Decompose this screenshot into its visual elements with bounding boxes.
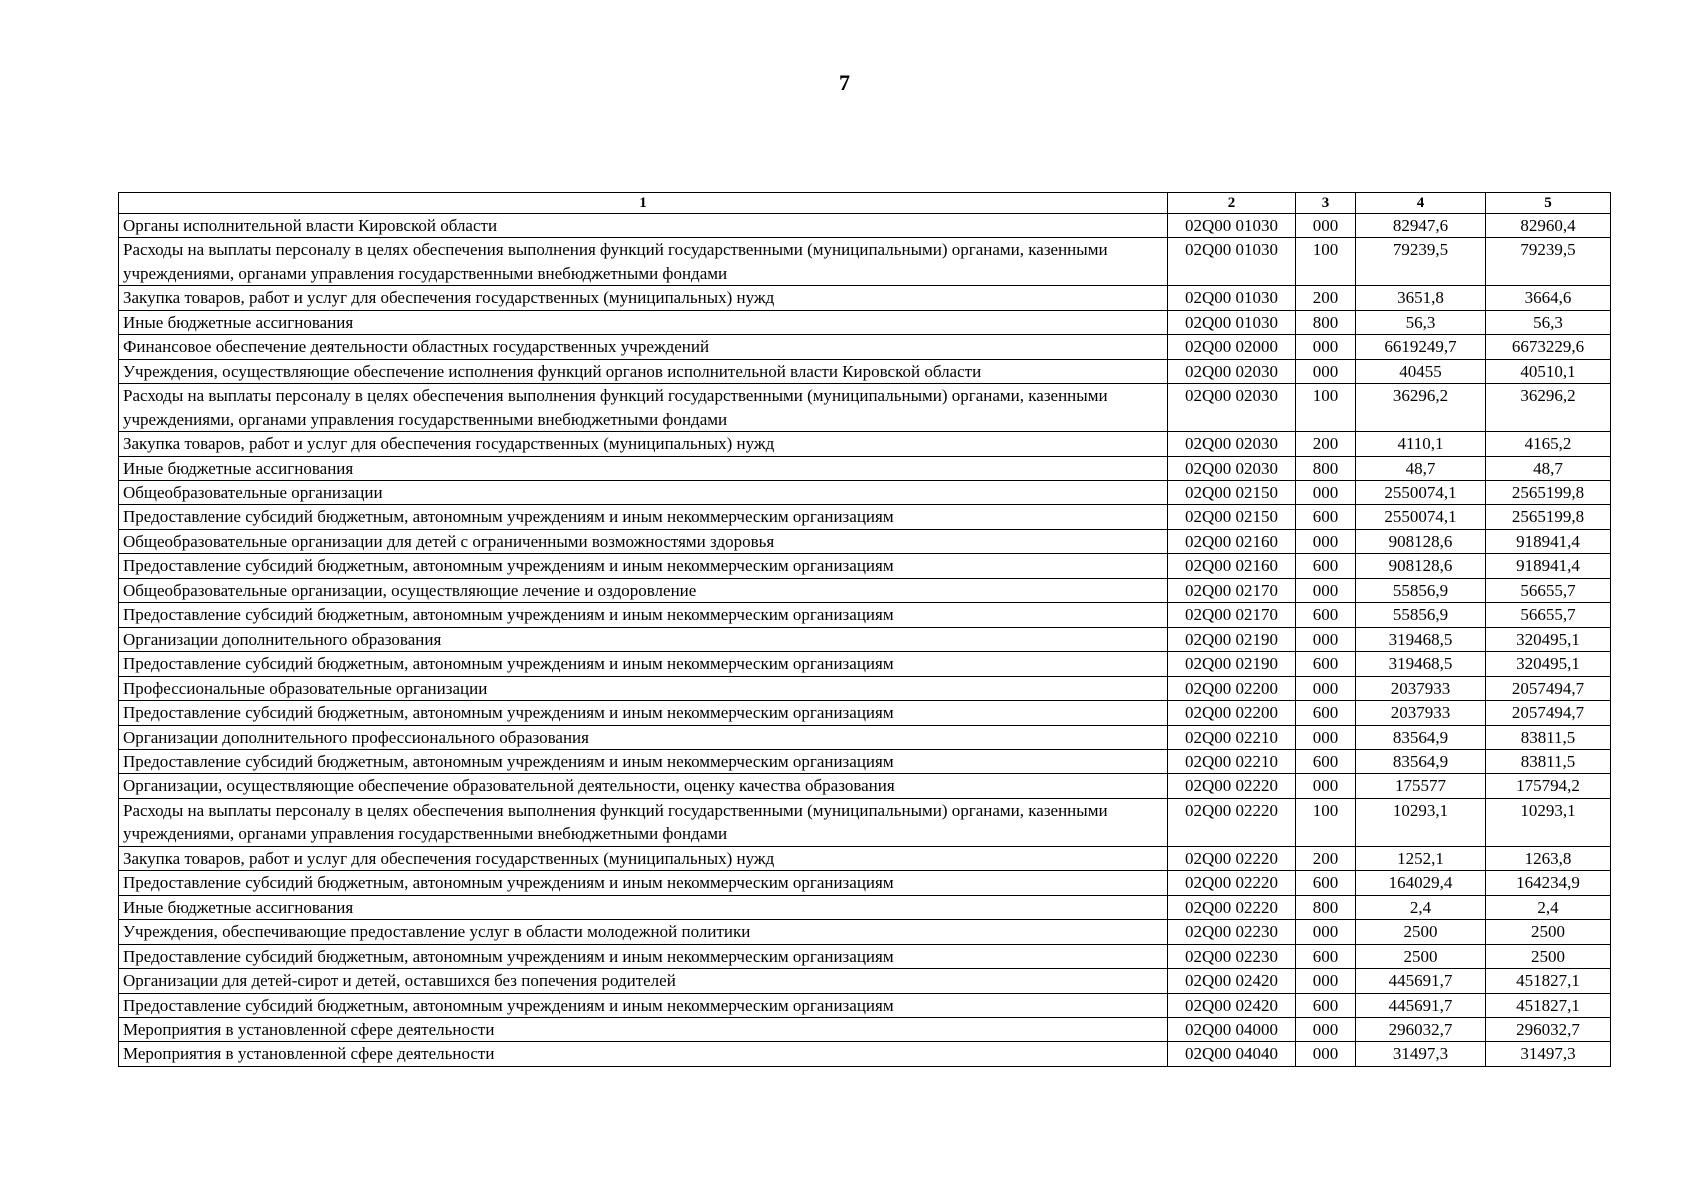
table-body [119,214,1611,1067]
table-row [119,676,1611,700]
cell-target-code: 02Q00 02160 [1168,529,1296,553]
cell-amount-col5: 2500 [1486,944,1611,968]
cell-amount-col4: 10293,1 [1356,798,1486,846]
cell-name: Мероприятия в установленной сфере деятельности [119,1042,1168,1066]
cell-amount-col4: 55856,9 [1356,578,1486,602]
cell-amount-col4: 2500 [1356,920,1486,944]
cell-target-code: 02Q00 02030 [1168,432,1296,456]
cell-amount-col5: 2565199,8 [1486,505,1611,529]
table-row [119,1042,1611,1066]
cell-name: Расходы на выплаты персоналу в целях обеспечения выполнения функций государственными (муниципальными) органами, казенными учреждениями, органами управления государственными внебюджетными фондами [119,238,1168,286]
cell-amount-col5: 56,3 [1486,310,1611,334]
cell-name: Организации, осуществляющие обеспечение образовательной деятельности, оценку качества образования [119,774,1168,798]
cell-name: Закупка товаров, работ и услуг для обеспечения государственных (муниципальных) нужд [119,432,1168,456]
cell-amount-col4: 31497,3 [1356,1042,1486,1066]
table-row [119,529,1611,553]
cell-amount-col5: 56655,7 [1486,578,1611,602]
cell-name: Общеобразовательные организации, осуществляющие лечение и оздоровление [119,578,1168,602]
cell-amount-col5: 82960,4 [1486,214,1611,238]
cell-expense-type: 000 [1296,676,1356,700]
cell-expense-type: 000 [1296,335,1356,359]
cell-name: Предоставление субсидий бюджетным, автономным учреждениям и иным некоммерческим организациям [119,505,1168,529]
cell-target-code: 02Q00 02190 [1168,652,1296,676]
cell-amount-col4: 83564,9 [1356,749,1486,773]
cell-name: Финансовое обеспечение деятельности областных государственных учреждений [119,335,1168,359]
cell-expense-type: 000 [1296,1017,1356,1041]
cell-amount-col4: 164029,4 [1356,871,1486,895]
cell-amount-col5: 918941,4 [1486,529,1611,553]
table-row [119,749,1611,773]
cell-amount-col4: 40455 [1356,359,1486,383]
table-row [119,554,1611,578]
cell-amount-col5: 320495,1 [1486,652,1611,676]
cell-target-code: 02Q00 02030 [1168,384,1296,432]
cell-amount-col5: 40510,1 [1486,359,1611,383]
cell-expense-type: 000 [1296,725,1356,749]
cell-name: Расходы на выплаты персоналу в целях обеспечения выполнения функций государственными (муниципальными) органами, казенными учреждениями, органами управления государственными внебюджетными фондами [119,384,1168,432]
cell-name: Организации для детей-сирот и детей, оставшихся без попечения родителей [119,969,1168,993]
header-row [119,193,1611,214]
cell-amount-col4: 296032,7 [1356,1017,1486,1041]
cell-target-code: 02Q00 02030 [1168,456,1296,480]
cell-amount-col4: 2,4 [1356,895,1486,919]
cell-amount-col4: 79239,5 [1356,238,1486,286]
cell-amount-col5: 2057494,7 [1486,676,1611,700]
table-row [119,578,1611,602]
page-number: 7 [839,70,850,95]
table-row [119,286,1611,310]
cell-amount-col4: 3651,8 [1356,286,1486,310]
cell-amount-col4: 2550074,1 [1356,505,1486,529]
cell-expense-type: 000 [1296,774,1356,798]
cell-target-code: 02Q00 02000 [1168,335,1296,359]
cell-amount-col4: 6619249,7 [1356,335,1486,359]
cell-amount-col4: 82947,6 [1356,214,1486,238]
table-row [119,603,1611,627]
cell-amount-col5: 164234,9 [1486,871,1611,895]
table-row [119,627,1611,651]
cell-amount-col4: 2500 [1356,944,1486,968]
cell-expense-type: 600 [1296,554,1356,578]
cell-target-code: 02Q00 02170 [1168,603,1296,627]
table-row [119,652,1611,676]
cell-amount-col4: 908128,6 [1356,529,1486,553]
cell-amount-col4: 319468,5 [1356,652,1486,676]
cell-amount-col4: 908128,6 [1356,554,1486,578]
table-header [119,193,1611,214]
cell-expense-type: 200 [1296,846,1356,870]
cell-target-code: 02Q00 02030 [1168,359,1296,383]
cell-expense-type: 600 [1296,603,1356,627]
cell-amount-col5: 83811,5 [1486,725,1611,749]
cell-amount-col4: 319468,5 [1356,627,1486,651]
cell-target-code: 02Q00 02420 [1168,969,1296,993]
cell-name: Органы исполнительной власти Кировской области [119,214,1168,238]
cell-expense-type: 800 [1296,310,1356,334]
cell-name: Учреждения, обеспечивающие предоставление услуг в области молодежной политики [119,920,1168,944]
cell-amount-col5: 296032,7 [1486,1017,1611,1041]
table-row [119,993,1611,1017]
cell-amount-col5: 10293,1 [1486,798,1611,846]
cell-target-code: 02Q00 01030 [1168,214,1296,238]
cell-name: Расходы на выплаты персоналу в целях обеспечения выполнения функций государственными (муниципальными) органами, казенными учреждениями, органами управления государственными внебюджетными фондами [119,798,1168,846]
cell-expense-type: 000 [1296,214,1356,238]
cell-amount-col4: 1252,1 [1356,846,1486,870]
table-row [119,456,1611,480]
cell-target-code: 02Q00 02230 [1168,920,1296,944]
budget-table [118,192,1611,1067]
cell-name: Предоставление субсидий бюджетным, автономным учреждениям и иным некоммерческим организациям [119,701,1168,725]
cell-amount-col5: 451827,1 [1486,969,1611,993]
cell-expense-type: 600 [1296,871,1356,895]
table-row [119,846,1611,870]
cell-amount-col4: 55856,9 [1356,603,1486,627]
cell-amount-col4: 48,7 [1356,456,1486,480]
cell-target-code: 02Q00 02230 [1168,944,1296,968]
cell-expense-type: 000 [1296,578,1356,602]
cell-amount-col4: 83564,9 [1356,725,1486,749]
cell-expense-type: 100 [1296,238,1356,286]
cell-target-code: 02Q00 02220 [1168,846,1296,870]
header-col-1: 1 [119,193,1168,214]
cell-amount-col4: 445691,7 [1356,969,1486,993]
cell-name: Иные бюджетные ассигнования [119,456,1168,480]
cell-expense-type: 600 [1296,749,1356,773]
cell-amount-col5: 48,7 [1486,456,1611,480]
cell-target-code: 02Q00 04040 [1168,1042,1296,1066]
table-row [119,505,1611,529]
cell-target-code: 02Q00 02220 [1168,895,1296,919]
cell-expense-type: 000 [1296,627,1356,651]
cell-name: Профессиональные образовательные организации [119,676,1168,700]
table-row [119,384,1611,432]
cell-name: Иные бюджетные ассигнования [119,895,1168,919]
cell-expense-type: 000 [1296,1042,1356,1066]
cell-amount-col5: 451827,1 [1486,993,1611,1017]
cell-expense-type: 600 [1296,701,1356,725]
cell-amount-col5: 31497,3 [1486,1042,1611,1066]
cell-amount-col4: 2037933 [1356,701,1486,725]
cell-name: Закупка товаров, работ и услуг для обеспечения государственных (муниципальных) нужд [119,286,1168,310]
cell-target-code: 02Q00 02220 [1168,774,1296,798]
cell-amount-col4: 4110,1 [1356,432,1486,456]
cell-amount-col5: 79239,5 [1486,238,1611,286]
cell-name: Организации дополнительного профессионального образования [119,725,1168,749]
cell-expense-type: 600 [1296,652,1356,676]
table-row [119,944,1611,968]
cell-expense-type: 000 [1296,359,1356,383]
cell-name: Предоставление субсидий бюджетным, автономным учреждениям и иным некоммерческим организациям [119,993,1168,1017]
table-row [119,725,1611,749]
cell-expense-type: 200 [1296,286,1356,310]
table-row [119,871,1611,895]
cell-expense-type: 200 [1296,432,1356,456]
cell-amount-col5: 320495,1 [1486,627,1611,651]
table-row [119,432,1611,456]
table-row [119,895,1611,919]
cell-target-code: 02Q00 02210 [1168,725,1296,749]
cell-name: Общеобразовательные организации для детей с ограниченными возможностями здоровья [119,529,1168,553]
cell-expense-type: 800 [1296,456,1356,480]
cell-target-code: 02Q00 01030 [1168,310,1296,334]
header-col-4: 4 [1356,193,1486,214]
header-col-3: 3 [1296,193,1356,214]
cell-expense-type: 100 [1296,384,1356,432]
cell-name: Общеобразовательные организации [119,480,1168,504]
cell-name: Предоставление субсидий бюджетным, автономным учреждениям и иным некоммерческим организациям [119,603,1168,627]
table-row [119,774,1611,798]
cell-amount-col5: 2565199,8 [1486,480,1611,504]
cell-target-code: 02Q00 02210 [1168,749,1296,773]
cell-expense-type: 000 [1296,480,1356,504]
cell-expense-type: 000 [1296,529,1356,553]
cell-expense-type: 600 [1296,993,1356,1017]
cell-name: Организации дополнительного образования [119,627,1168,651]
cell-amount-col5: 2057494,7 [1486,701,1611,725]
cell-target-code: 02Q00 02160 [1168,554,1296,578]
table-row [119,798,1611,846]
cell-target-code: 02Q00 02150 [1168,480,1296,504]
cell-amount-col5: 36296,2 [1486,384,1611,432]
cell-name: Учреждения, осуществляющие обеспечение исполнения функций органов исполнительной власти Кировской области [119,359,1168,383]
header-col-5: 5 [1486,193,1611,214]
cell-amount-col5: 2,4 [1486,895,1611,919]
cell-expense-type: 000 [1296,920,1356,944]
cell-name: Предоставление субсидий бюджетным, автономным учреждениям и иным некоммерческим организациям [119,652,1168,676]
table-row [119,701,1611,725]
cell-expense-type: 000 [1296,969,1356,993]
cell-name: Мероприятия в установленной сфере деятельности [119,1017,1168,1041]
table-row [119,480,1611,504]
cell-amount-col5: 2500 [1486,920,1611,944]
cell-amount-col5: 1263,8 [1486,846,1611,870]
cell-target-code: 02Q00 02150 [1168,505,1296,529]
table-row [119,310,1611,334]
cell-amount-col4: 36296,2 [1356,384,1486,432]
cell-target-code: 02Q00 02200 [1168,676,1296,700]
table-row [119,214,1611,238]
cell-amount-col4: 175577 [1356,774,1486,798]
cell-name: Закупка товаров, работ и услуг для обеспечения государственных (муниципальных) нужд [119,846,1168,870]
cell-name: Иные бюджетные ассигнования [119,310,1168,334]
table-row [119,359,1611,383]
cell-amount-col5: 918941,4 [1486,554,1611,578]
cell-target-code: 02Q00 02220 [1168,871,1296,895]
cell-target-code: 02Q00 02190 [1168,627,1296,651]
cell-amount-col5: 6673229,6 [1486,335,1611,359]
cell-name: Предоставление субсидий бюджетным, автономным учреждениям и иным некоммерческим организациям [119,554,1168,578]
table-row [119,335,1611,359]
cell-expense-type: 600 [1296,944,1356,968]
cell-amount-col5: 83811,5 [1486,749,1611,773]
cell-amount-col4: 2037933 [1356,676,1486,700]
cell-target-code: 02Q00 01030 [1168,238,1296,286]
table-row [119,969,1611,993]
cell-name: Предоставление субсидий бюджетным, автономным учреждениям и иным некоммерческим организациям [119,749,1168,773]
cell-expense-type: 800 [1296,895,1356,919]
cell-target-code: 02Q00 04000 [1168,1017,1296,1041]
cell-amount-col5: 175794,2 [1486,774,1611,798]
table-row [119,920,1611,944]
cell-target-code: 02Q00 02200 [1168,701,1296,725]
cell-target-code: 02Q00 01030 [1168,286,1296,310]
cell-target-code: 02Q00 02220 [1168,798,1296,846]
cell-expense-type: 600 [1296,505,1356,529]
cell-expense-type: 100 [1296,798,1356,846]
cell-name: Предоставление субсидий бюджетным, автономным учреждениям и иным некоммерческим организациям [119,871,1168,895]
cell-amount-col5: 3664,6 [1486,286,1611,310]
table-row [119,1017,1611,1041]
header-col-2: 2 [1168,193,1296,214]
cell-amount-col4: 445691,7 [1356,993,1486,1017]
cell-target-code: 02Q00 02170 [1168,578,1296,602]
cell-amount-col5: 4165,2 [1486,432,1611,456]
cell-name: Предоставление субсидий бюджетным, автономным учреждениям и иным некоммерческим организациям [119,944,1168,968]
cell-target-code: 02Q00 02420 [1168,993,1296,1017]
cell-amount-col5: 56655,7 [1486,603,1611,627]
table-row [119,238,1611,286]
cell-amount-col4: 2550074,1 [1356,480,1486,504]
cell-amount-col4: 56,3 [1356,310,1486,334]
